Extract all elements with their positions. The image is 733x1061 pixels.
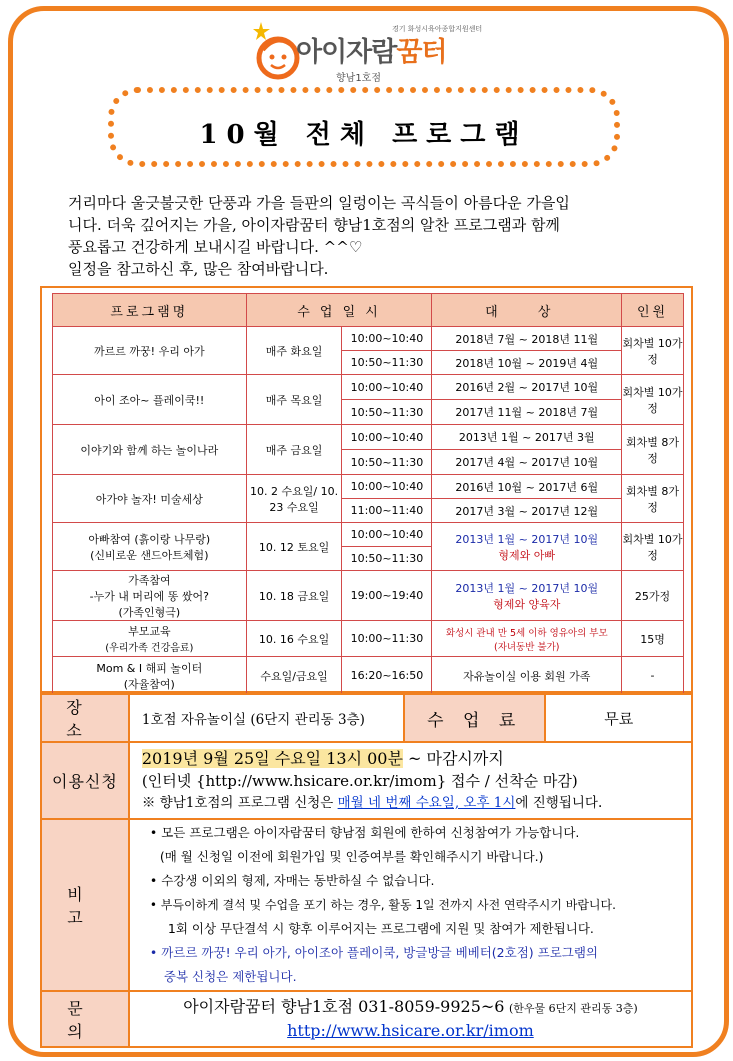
program-name: 가족참여 -누가 내 머리에 똥 쌌어? (가족인형극) — [53, 571, 247, 621]
col-header-count: 인원 — [622, 294, 684, 327]
apply-row — [41, 742, 692, 819]
program-time: 10:50~11:30 — [342, 450, 432, 475]
program-target: 자유놀이실 이용 회원 가족 — [432, 657, 622, 695]
program-day: 매주 목요일 — [246, 375, 342, 425]
program-count: 회차별 10가정 — [622, 327, 684, 375]
remark-line: • 부득이하게 결석 및 수업을 포기 하는 경우, 활동 1일 전까지 사전 연락주시기 바랍니다. — [149, 898, 616, 912]
program-count: 회차별 10가정 — [622, 375, 684, 425]
program-day: 매주 금요일 — [246, 425, 342, 475]
table-header-row — [53, 294, 684, 327]
contact-info: 아이자람꿈터 향남1호점 031-8059-9925~6 — [183, 997, 505, 1016]
program-table — [52, 293, 684, 695]
program-time: 10:00~10:40 — [342, 475, 432, 499]
program-count: 25가정 — [622, 571, 684, 621]
program-count: 15명 — [622, 621, 684, 657]
contact-label: 문 의 — [41, 991, 129, 1047]
program-day: 10. 12 토요일 — [246, 523, 342, 571]
apply-note-link[interactable]: 매월 네 번째 수요일, 오후 1시 — [337, 794, 516, 811]
place-value: 1호점 자유놀이실 (6단지 관리동 3층) — [129, 694, 404, 742]
remarks-content — [129, 819, 692, 991]
program-time: 10:00~10:40 — [342, 523, 432, 547]
program-target: 2016년 10월 ~ 2017년 6월 — [432, 475, 622, 499]
place-row — [41, 694, 692, 742]
program-time: 10:00~11:30 — [342, 621, 432, 657]
table-row — [53, 375, 684, 400]
program-name: 아가야 놀자! 미술세상 — [53, 475, 247, 523]
program-time: 10:50~11:30 — [342, 400, 432, 425]
program-day: 수요일/금요일 — [246, 657, 342, 695]
intro-line: 풍요롭고 건강하게 보내시길 바랍니다. ^^♡ — [68, 238, 363, 256]
table-row — [53, 327, 684, 351]
logo-name: 아이자람꿈터 — [296, 37, 447, 68]
program-day: 10. 2 수요일/ 10. 23 수요일 — [246, 475, 342, 523]
program-count: 회차별 8가정 — [622, 425, 684, 475]
table-row — [53, 475, 684, 499]
apply-online: (인터넷 {http://www.hsicare.or.kr/imom} 접수 / 선착순 마감) — [141, 771, 578, 790]
table-row — [53, 657, 684, 695]
remark-line: • 수강생 이외의 형제, 자매는 동반하실 수 없습니다. — [149, 873, 435, 888]
contact-row — [41, 991, 692, 1047]
contact-address: (한우물 6단지 관리동 3층) — [508, 1002, 638, 1015]
program-count: 회차별 10가정 — [622, 523, 684, 571]
intro-text — [68, 192, 668, 280]
remark-line: • 모든 프로그램은 아이자람꿈터 향남점 회원에 한하여 신청참여가 가능합니다. — [149, 825, 580, 840]
program-day: 10. 16 수요일 — [246, 621, 342, 657]
remark-line: (매 월 신청일 이전에 회원가입 및 인증여부를 확인해주시기 바랍니다.) — [159, 849, 544, 864]
program-time: 11:00~11:40 — [342, 499, 432, 523]
intro-line: 일정을 참고하신 후, 많은 참여바랍니다. — [68, 260, 329, 278]
program-target: 2013년 1월 ~ 2017년 10월 형제와 아빠 — [432, 523, 622, 571]
program-time: 10:50~11:30 — [342, 351, 432, 375]
apply-date: 2019년 9월 25일 수요일 13시 00분 — [141, 748, 403, 768]
remark-line-blue: 중복 신청은 제한됩니다. — [163, 969, 297, 984]
program-target: 2013년 1월 ~ 2017년 10월 형제와 양육자 — [432, 571, 622, 621]
table-row — [53, 571, 684, 621]
program-target: 2017년 11월 ~ 2018년 7월 — [432, 400, 622, 425]
contact-content — [129, 991, 692, 1047]
intro-line: 니다. 더욱 깊어지는 가을, 아이자람꿈터 향남1호점의 알찬 프로그램과 함께 — [68, 216, 560, 234]
apply-date-tail: ~ 마감시까지 — [402, 748, 504, 768]
program-name: Mom & I 해피 놀이터 (자율참여) — [53, 657, 247, 695]
apply-label: 이용신청 — [41, 742, 129, 819]
program-target: 2018년 10월 ~ 2019년 4월 — [432, 351, 622, 375]
program-name: 아빠참여 (흙이랑 나무랑) (신비로운 샌드아트체험) — [53, 523, 247, 571]
info-table — [40, 693, 693, 1048]
contact-url-link[interactable]: http://www.hsicare.or.kr/imom — [287, 1021, 534, 1040]
remark-line: 1회 이상 무단결석 시 향후 이루어지는 프로그램에 지원 및 참여가 제한됩니다. — [167, 921, 594, 936]
apply-note: ※ 향남1호점의 프로그램 신청은 매월 네 번째 수요일, 오후 1시에 진행됩니다. — [141, 794, 603, 811]
remark-line-blue: • 까르르 까꿍! 우리 아가, 아이조아 플레이쿡, 방글방글 베베터(2호점) 프로그램의 — [149, 945, 598, 960]
table-row — [53, 425, 684, 450]
table-row — [53, 523, 684, 547]
remarks-label: 비 고 — [41, 819, 129, 991]
program-name: 부모교육 (우리가족 건강음료) — [53, 621, 247, 657]
program-day: 10. 18 금요일 — [246, 571, 342, 621]
place-label: 장 소 — [41, 694, 129, 742]
program-time: 10:00~10:40 — [342, 327, 432, 351]
program-name: 아이 조아~ 플레이쿡!! — [53, 375, 247, 425]
program-target: 2018년 7월 ~ 2018년 11월 — [432, 327, 622, 351]
col-header-program: 프로그램명 — [53, 294, 247, 327]
program-time: 16:20~16:50 — [342, 657, 432, 695]
intro-line: 거리마다 울긋불긋한 단풍과 가을 들판의 일렁이는 곡식들이 아름다운 가을입 — [68, 194, 570, 212]
apply-content — [129, 742, 692, 819]
program-target: 2013년 1월 ~ 2017년 3월 — [432, 425, 622, 450]
program-count: - — [622, 657, 684, 695]
program-target: 2017년 3월 ~ 2017년 12월 — [432, 499, 622, 523]
page-title: 10월 전체 프로그램 — [199, 120, 529, 150]
program-day: 매주 화요일 — [246, 327, 342, 375]
program-time: 19:00~19:40 — [342, 571, 432, 621]
program-name: 이야기와 함께 하는 놀이나라 — [53, 425, 247, 475]
program-time: 10:00~10:40 — [342, 425, 432, 450]
fee-label: 수 업 료 — [404, 694, 546, 742]
program-count: 회차별 8가정 — [622, 475, 684, 523]
table-row — [53, 621, 684, 657]
col-header-schedule: 수 업 일 시 — [246, 294, 432, 327]
col-header-target: 대 상 — [432, 294, 622, 327]
program-target: 2016년 2월 ~ 2017년 10월 — [432, 375, 622, 400]
program-time: 10:00~10:40 — [342, 375, 432, 400]
fee-value: 무료 — [545, 694, 692, 742]
remarks-row — [41, 819, 692, 991]
logo-branch: 향남1호점 — [336, 73, 382, 84]
program-target: 2017년 4월 ~ 2017년 10월 — [432, 450, 622, 475]
logo-org: 경기 화성시육아종합지원센터 — [392, 25, 483, 33]
program-name: 까르르 까꿍! 우리 아가 — [53, 327, 247, 375]
program-target: 화성시 관내 만 5세 이하 영유아의 부모 (자녀동반 불가) — [432, 621, 622, 657]
program-time: 10:50~11:30 — [342, 547, 432, 571]
